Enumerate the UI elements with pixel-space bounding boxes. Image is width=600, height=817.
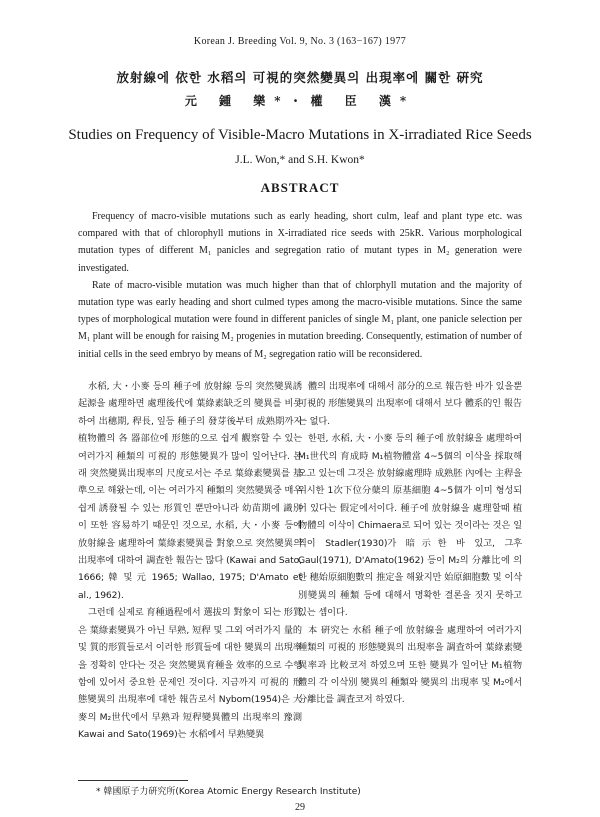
footnote: * 韓國原子力硏究所(Korea Atomic Energy Research Institute) <box>96 787 361 797</box>
abstract-paragraph-1: Frequency of macro-visible mutations such as early heading, short culm, leaf and plant type etc. was compared with that of chlorophyll mutions in X-irradiated rice seeds with 25kR. Various morphological mutation types of different M₁ panicles and segregation ratio of mutant types in M₂ generation were investigated. <box>78 211 522 274</box>
title-korean: 放射線에 依한 水稻의 可視的突然變異의 出現率에 關한 硏究 <box>116 70 484 85</box>
journal-header: Korean J. Breeding Vol. 9, No. 3 (163−167) 1977 <box>193 36 407 47</box>
footnote-divider <box>78 780 188 781</box>
abstract-heading: ABSTRACT <box>260 180 340 195</box>
title-english: Studies on Frequency of Visible-Macro Mutations in X-irradiated Rice Seeds <box>68 127 532 143</box>
body-paragraph: 水稻, 大・小麥 등의 種子에 放射線 등의 突然變異誘起源을 處理하면 處理後代에 葉綠素缺乏의 變異를 비롯하여 出穗期, 稈長, 잎등 種子의 發芽後부터 成熟期까지 植物體의 各 器部位에 形態的으로 쉽게 觀察할 수 있는 여러가지 種類의 可視的 形態變異가 많이 일어난다. 본래 突然變異出現率의 尺度로서는 주로 葉綠素變異를 基準으로 해왔는데, 이는 여러가지 種類의 突然變異중 매우 쉽게 誘發될 수 있는 形質인 뿐만아니라 幼苗期에 識別이 또한 容易하기 때문인 것으로, 水稻, 大・小麥 등에 放射線을 處理하여 葉綠素變異를 對象으로 突然變異의 出現率에 대하여 調査한 報告는 많다 (Kawai and Sato, 1666; 韓 및 元 1965; Wallao, 1975; D'Amato et al., 1962). <box>78 381 302 601</box>
authors-english: J.L. Won,* and S.H. Kwon* <box>235 154 365 166</box>
abstract-body <box>78 208 522 363</box>
page-number: 29 <box>295 802 305 813</box>
body-column-right <box>298 378 522 709</box>
body-paragraph: 한편, 水稻, 大・小麥 등의 種子에 放射線을 處理하여 M₁世代의 育成時 M₁植物體當 4~5個의 이삭을 採取해오고 있는데 그것은 放射線處理時 成熟胚 內에는 主稈을 위시한 1次下位分蘖의 原基細胞 4~5個가 이미 형성되어 있다는 假定에서이다. 種子에 放射線을 處理할때 植物體의 이삭이 Chimaera로 되어 있는 것이라는 것은 일찍이 Stadler(1930)가 暗示한 바 있고, 그후 Gaul(1971), D'Amato(1962) 등이 M₂의 分離比에 의한 穗始原細胞數의 推定을 해왔지만 始原細胞數 및 이삭別變異의 種類 등에 대해서 명확한 결론을 짓지 못하고 있는 셈이다. <box>298 433 522 619</box>
body-paragraph: 本 硏究는 水稻 種子에 放射線을 處理하여 여러가지 種類의 可視的 形態變異의 出現率을 調査하여 葉綠素變異率과 比較코저 하였으며 또한 變異가 일어난 M₁植物體의 각 이삭別 變異의 種類와 變異의 出現率 및 M₂에서 分離比를 調査코저 하였다. <box>298 624 522 706</box>
body-paragraph: 體의 出現率에 대해서 部分的으로 報告한 바가 있을뿐 可視的 形態變異의 出現率에 대해서 보다 體系的인 報告는 없다. <box>298 381 522 427</box>
authors-korean: 元 鍾 樂*・權 臣 漢* <box>184 94 416 108</box>
abstract-paragraph-2: Rate of macro-visible mutation was much higher than that of chlorphyll mutation and the majority of mutation type was early heading and short culmed types among the macro-visible mutations. Since the same types of morphological mutation were found in different panicles of single M₁ plant, one panicle selection per M₁ plant will be enough for raising M₂ progenies in mutation breeding. Consequently, estimation of number of initial cells in the seed embryo by means of M₂ segregation ratio will be reconsidered. <box>78 279 522 360</box>
body-paragraph: 그런데 실제로 育種過程에서 選拔의 對象이 되는 形質은 葉綠素變異가 아닌 早熟, 短稈 및 그외 여러가지 量的 및 質的形質들로서 이러한 形質들에 대한 變異의 出現率을 정확히 안다는 것은 突然變異育種을 效率的으로 수행함에 있어서 중요한 문제인 것이다. 지금까지 可視的 形態變異의 出現率에 대한 報告로서 Nybom(1954)은 大麥의 M₂世代에서 早熟과 短稈變異體의 出現率의 豫測 Kawai and Sato(1969)는 水稻에서 早熟變異 <box>78 607 302 741</box>
body-column-left <box>78 378 302 744</box>
